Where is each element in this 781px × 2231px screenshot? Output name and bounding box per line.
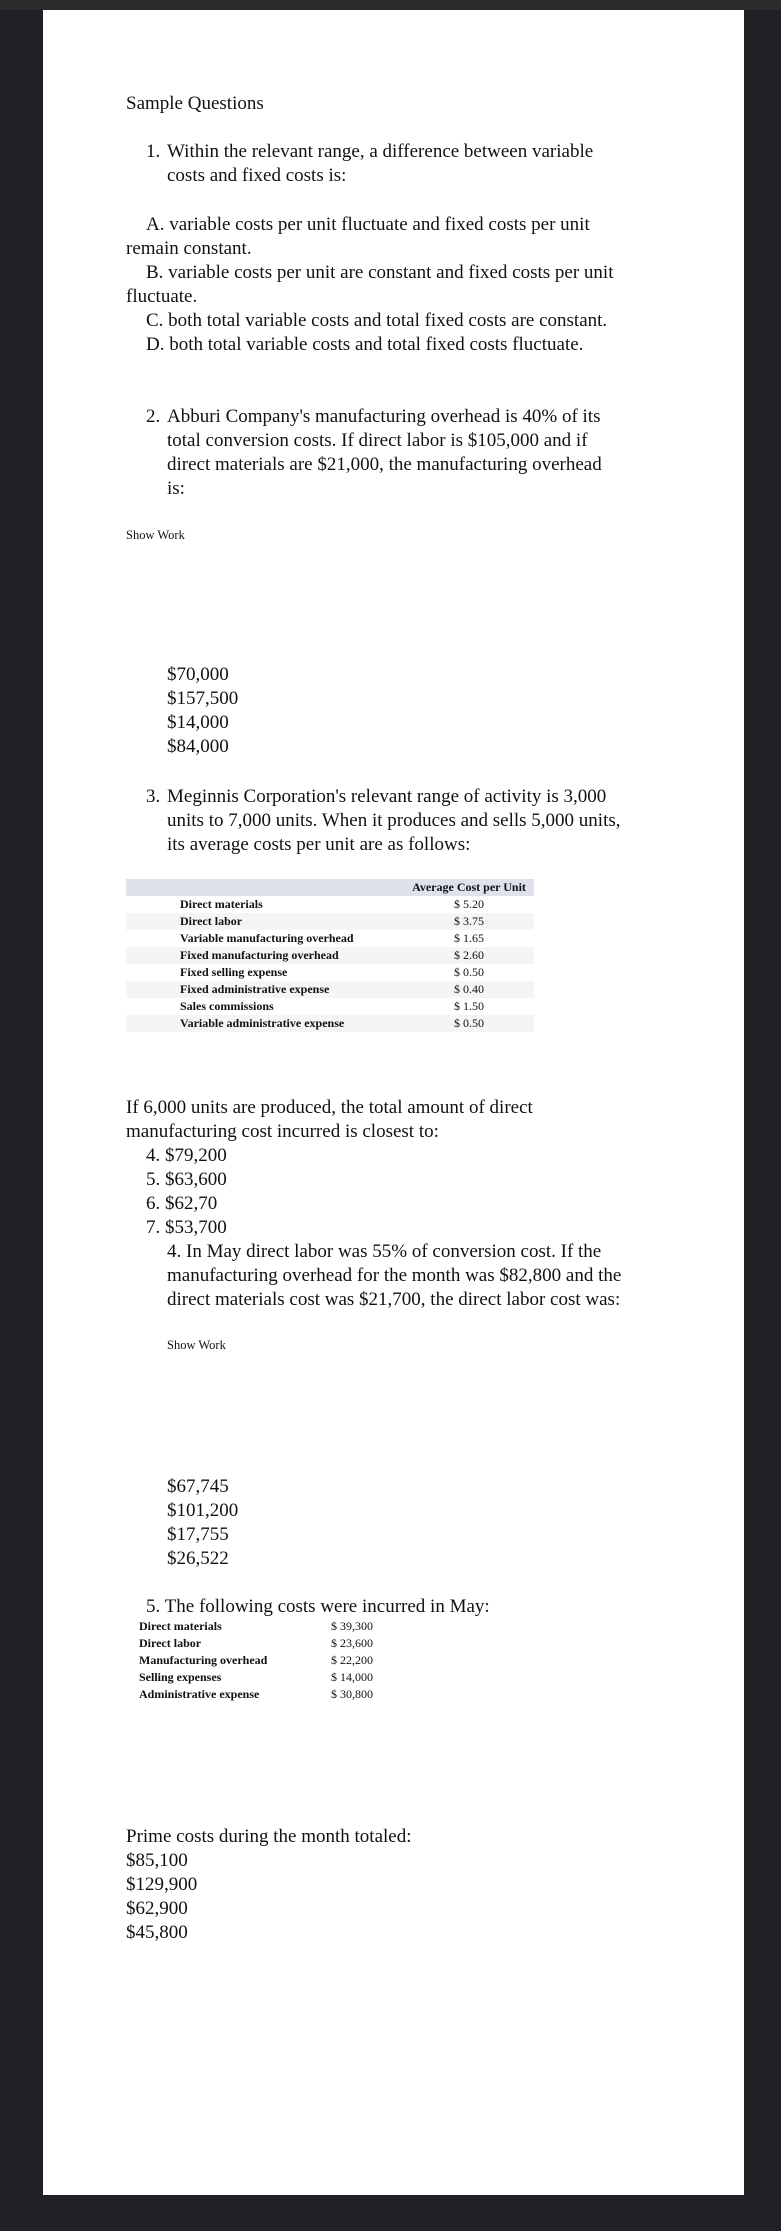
question-3-option-2[interactable]: 5. $63,600	[146, 1169, 227, 1190]
table-header-row	[126, 879, 534, 896]
question-1-option-b[interactable]: B. variable costs per unit are constant and fixed costs per unit fluctuate.	[126, 262, 614, 307]
question-4-option-3[interactable]: $17,755	[167, 1524, 229, 1545]
question-5-option-1[interactable]: $85,100	[126, 1850, 188, 1871]
table-row: Variable administrative expense $ 0.50	[126, 1015, 534, 1032]
question-4-option-4[interactable]: $26,522	[167, 1548, 229, 1569]
question-1-option-c[interactable]: C. both total variable costs and total fixed costs are constant.	[146, 310, 608, 331]
question-4	[167, 1240, 707, 1312]
question-1-options	[126, 213, 706, 357]
table-row: Variable manufacturing overhead $ 1.65	[180, 931, 484, 945]
question-4-show-work[interactable]: Show Work	[167, 1338, 226, 1352]
average-cost-table	[126, 879, 534, 1032]
question-2-options	[167, 663, 238, 759]
question-4-option-2[interactable]: $101,200	[167, 1500, 239, 1521]
question-2-option-1[interactable]: $70,000	[167, 664, 229, 685]
question-3-text-line1: Meginnis Corporation's relevant range of activity is 3,000	[167, 786, 607, 807]
top-bar	[0, 0, 781, 10]
question-3-followup: If 6,000 units are produced, the total amount of direct manufacturing cost incurred is closest to:	[126, 1097, 533, 1142]
table-row: Administrative expense $ 30,800	[139, 1687, 373, 1701]
question-3-option-3[interactable]: 6. $62,70	[146, 1193, 218, 1214]
table-row: Selling expenses $ 14,000	[139, 1670, 373, 1684]
question-3-number: 3.	[146, 786, 161, 807]
table-row: Direct labor $ 23,600	[139, 1636, 373, 1650]
question-3-text-line2: units to 7,000 units. When it produces and sells 5,000 units,	[167, 810, 621, 831]
question-1-number: 1.	[146, 141, 161, 162]
question-5-option-4[interactable]: $45,800	[126, 1922, 188, 1943]
question-2-text-line2: total conversion costs. If direct labor is $105,000 and if	[167, 430, 588, 451]
question-1	[146, 140, 686, 188]
may-costs-table	[139, 1618, 411, 1703]
table-row: Fixed selling expense $ 0.50	[180, 965, 484, 979]
question-2-text-line3: direct materials are $21,000, the manufacturing overhead	[167, 454, 602, 475]
document-page	[43, 10, 744, 2195]
question-1-text-line2: costs and fixed costs is:	[167, 165, 347, 186]
question-4-option-1[interactable]: $67,745	[167, 1476, 229, 1497]
question-2	[146, 405, 686, 501]
question-5-followup: Prime costs during the month totaled:	[126, 1826, 412, 1847]
question-2-text-line1: Abburi Company's manufacturing overhead is 40% of its	[167, 406, 601, 427]
table-row: Fixed administrative expense $ 0.40	[126, 981, 534, 998]
question-4-text-line1: 4. In May direct labor was 55% of conversion cost. If the	[167, 1241, 602, 1262]
question-3-options	[146, 1144, 227, 1240]
table-row: Direct materials $ 39,300	[139, 1619, 373, 1633]
question-2-number: 2.	[146, 406, 161, 427]
question-1-option-a[interactable]: A. variable costs per unit fluctuate and fixed costs per unit remain constant.	[126, 214, 590, 259]
question-5-options	[126, 1849, 197, 1945]
table-row: Sales commissions $ 1.50	[180, 999, 484, 1013]
question-2-show-work[interactable]: Show Work	[126, 528, 185, 542]
question-2-text-line4: is:	[167, 478, 185, 499]
question-3-option-1[interactable]: 4. $79,200	[146, 1145, 227, 1166]
page-title: Sample Questions	[126, 93, 264, 114]
table-row: Direct materials $ 5.20	[180, 897, 484, 911]
table-header-average-cost: Average Cost per Unit	[404, 879, 534, 896]
table-row: Direct labor $ 3.75	[126, 913, 534, 930]
question-1-text-line1: Within the relevant range, a difference between variable	[167, 141, 594, 162]
question-4-text-line3: direct materials cost was $21,700, the direct labor cost was:	[167, 1289, 621, 1310]
question-4-text-line2: manufacturing overhead for the month was $82,800 and the	[167, 1265, 622, 1286]
question-5-option-3[interactable]: $62,900	[126, 1898, 188, 1919]
question-3	[146, 785, 706, 857]
question-4-options	[167, 1475, 238, 1571]
question-2-option-4[interactable]: $84,000	[167, 736, 229, 757]
question-1-option-d[interactable]: D. both total variable costs and total fixed costs fluctuate.	[146, 334, 584, 355]
question-3-option-4[interactable]: 7. $53,700	[146, 1217, 227, 1238]
question-5: 5. The following costs were incurred in May:	[146, 1596, 490, 1617]
table-row: Fixed manufacturing overhead $ 2.60	[126, 947, 534, 964]
table-row: Manufacturing overhead $ 22,200	[139, 1653, 373, 1667]
question-5-option-2[interactable]: $129,900	[126, 1874, 198, 1895]
question-2-option-3[interactable]: $14,000	[167, 712, 229, 733]
question-2-option-2[interactable]: $157,500	[167, 688, 239, 709]
question-3-text-line3: its average costs per unit are as follows:	[167, 834, 471, 855]
